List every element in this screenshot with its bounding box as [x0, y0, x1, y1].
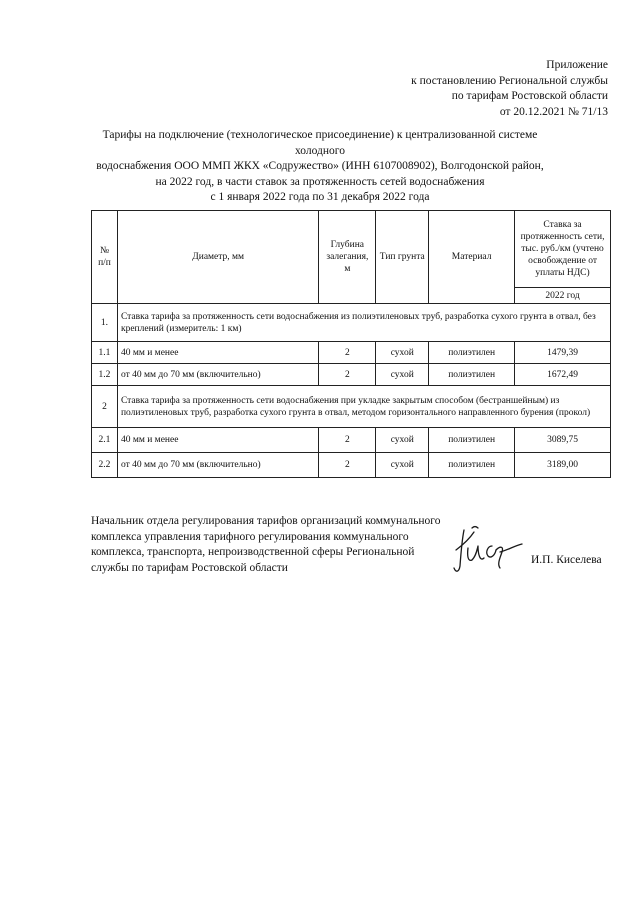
row-soil: сухой: [376, 453, 429, 478]
title-line: с 1 января 2022 года по 31 декабря 2022 года: [210, 191, 430, 203]
row-material: полиэтилен: [429, 453, 515, 478]
position-line: Начальник отдела регулирования тарифов организаций коммунального: [91, 515, 441, 527]
position-line: комплекса управления тарифного регулирования коммунального: [91, 530, 409, 543]
row-soil: сухой: [376, 364, 429, 386]
row-num: 2.1: [92, 428, 118, 453]
appendix-line: к постановлению Региональной службы: [411, 74, 608, 87]
row-soil: сухой: [376, 428, 429, 453]
appendix-block: [411, 58, 608, 120]
signatory-position: [91, 514, 461, 576]
header-depth: Глубина залегания, м: [319, 211, 376, 304]
header-year: 2022 год: [515, 288, 611, 304]
appendix-line: Приложение: [546, 59, 608, 71]
title-line: водоснабжения ООО ММП ЖКХ «Содружество» (ИНН 6107008902), Волгодонской район,: [96, 160, 544, 172]
position-line: комплекса, транспорта, непроизводственной сферы Региональной: [91, 546, 415, 558]
row-soil: сухой: [376, 342, 429, 364]
row-depth: 2: [319, 364, 376, 386]
title-line: на 2022 год, в части ставок за протяженность сетей водоснабжения: [155, 175, 485, 188]
table-row: [92, 364, 611, 386]
section-row: [92, 304, 611, 342]
position-line: службы по тарифам Ростовской области: [91, 561, 288, 574]
handwritten-signature: [452, 522, 524, 578]
row-num: 1.1: [92, 342, 118, 364]
row-num: 2.2: [92, 453, 118, 478]
appendix-line: по тарифам Ростовской области: [451, 90, 608, 102]
title-line: Тарифы на подключение (технологическое присоединение) к централизованной системе холодного: [102, 129, 538, 157]
section-num: 2: [92, 386, 118, 428]
section-description: Ставка тарифа за протяженность сети водоснабжения при укладке закрытым способом (бестраншейным) из полиэтиленовых труб, разработка сухого грунта в отвал, методом горизонтального направленного бурения (прокол): [117, 386, 610, 428]
row-material: полиэтилен: [429, 342, 515, 364]
section-num: 1.: [92, 304, 118, 342]
row-rate: 3089,75: [515, 428, 611, 453]
signer-name: И.П. Киселева: [531, 554, 602, 566]
header-material: Материал: [429, 211, 515, 304]
header-num: № п/п: [92, 211, 118, 304]
header-diameter: Диаметр, мм: [117, 211, 318, 304]
row-depth: 2: [319, 428, 376, 453]
table-row: [92, 342, 611, 364]
row-diameter: 40 мм и менее: [117, 428, 318, 453]
section-description: Ставка тарифа за протяженность сети водоснабжения из полиэтиленовых труб, разработка сухого грунта в отвал, без креплений (измеритель: 1 км): [117, 304, 610, 342]
row-num: 1.2: [92, 364, 118, 386]
header-soil: Тип грунта: [376, 211, 429, 304]
row-rate: 1479,39: [515, 342, 611, 364]
row-depth: 2: [319, 342, 376, 364]
header-rate: Ставка за протяженность сети, тыс. руб./км (учтено освобождение от уплаты НДС): [515, 211, 611, 288]
document-title: [80, 128, 560, 206]
table-header-row: [92, 211, 611, 288]
row-material: полиэтилен: [429, 364, 515, 386]
row-depth: 2: [319, 453, 376, 478]
row-diameter: от 40 мм до 70 мм (включительно): [117, 453, 318, 478]
section-row: [92, 386, 611, 428]
appendix-line: от 20.12.2021 № 71/13: [499, 105, 608, 118]
row-diameter: 40 мм и менее: [117, 342, 318, 364]
table-row: [92, 453, 611, 478]
row-diameter: от 40 мм до 70 мм (включительно): [117, 364, 318, 386]
table-row: [92, 428, 611, 453]
row-rate: 3189,00: [515, 453, 611, 478]
row-rate: 1672,49: [515, 364, 611, 386]
tariff-table: [91, 210, 611, 478]
row-material: полиэтилен: [429, 428, 515, 453]
